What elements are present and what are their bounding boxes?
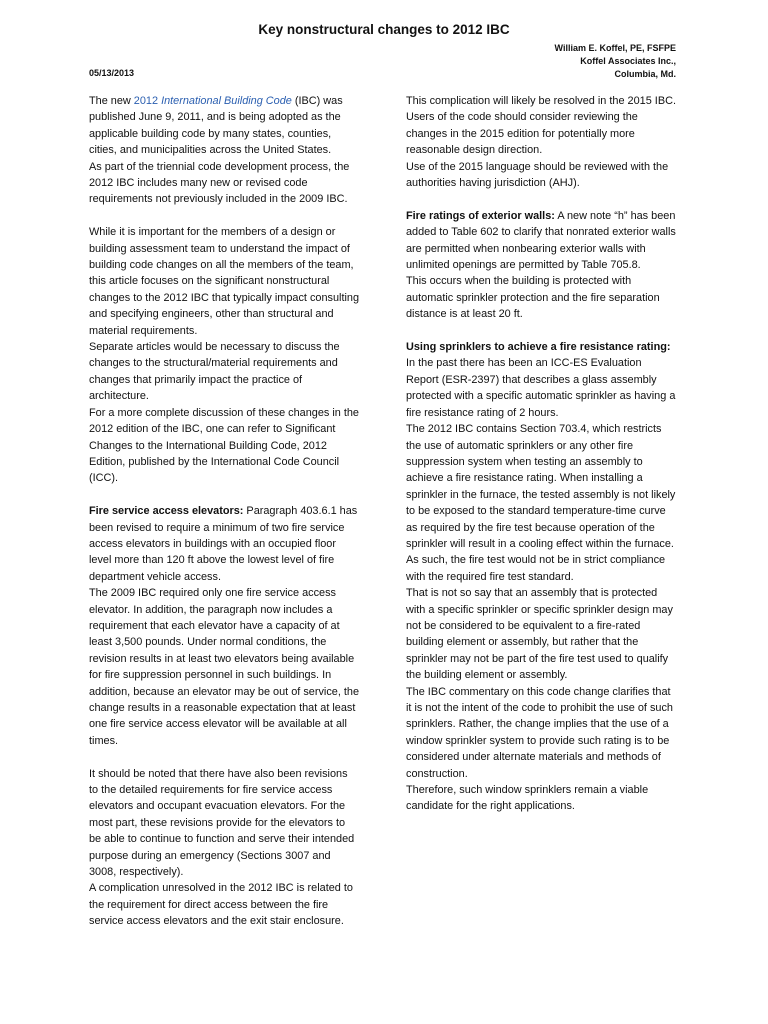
text-run: The new xyxy=(89,95,134,107)
author-name: William E. Koffel, PE, FSFPE xyxy=(554,43,676,53)
paragraph: In the past there has been an ICC-ES Evaluation Report (ESR-2397) that describes a glass assembly protected with a specific automatic sprinkler as having a fire resistance rating of 2 hours. xyxy=(406,357,676,419)
article-title: Key nonstructural changes to 2012 IBC xyxy=(258,22,510,37)
paragraph: As part of the triennial code development process, the 2012 IBC includes many new or revised code requirements not previously included in the 2009 IBC. xyxy=(89,160,350,206)
paragraph: Separate articles would be necessary to discuss the changes to the structural/material requirements and changes that primarily impact the practice of architecture. xyxy=(89,341,340,403)
link-text[interactable]: 2012 xyxy=(133,95,162,107)
paragraph: This complication will likely be resolved in the 2015 IBC. Users of the code should consider reviewing the changes in the 2015 edition for potentially more reasonable design direction. xyxy=(406,95,676,157)
paragraph: The 2012 IBC contains Section 703.4, which restricts the use of automatic sprinklers or any other fire suppression system when testing an assembly to achieve a fire resistance rating. When installing a sprinkler in the furnace, the tested assembly is not likely to be exposed to the standard temperature-time curve as required by the fire test because operation of the sprinkler will result in a cooling effect within the furnace. xyxy=(406,423,676,550)
author-company: Koffel Associates Inc., xyxy=(580,56,676,66)
link-text-italic[interactable]: International Building Code xyxy=(161,95,292,107)
paragraph: This occurs when the building is protected with automatic sprinkler protection and the fire separation distance is at least 20 ft. xyxy=(406,275,660,321)
spacer xyxy=(89,749,359,765)
spacer xyxy=(89,487,359,503)
paragraph: Therefore, such window sprinklers remain a viable candidate for the right applications. xyxy=(406,784,649,813)
section-paragraph xyxy=(406,208,676,274)
paragraph: That is not so say that an assembly that is protected with a specific sprinkler or specific sprinkler design may not be considered to be equivalent to a fire-rated building element or assembly, but rather that the sprinkler may not be part of the fire test used to qualify the building element or assembly. xyxy=(406,587,673,682)
ibc-link[interactable] xyxy=(134,95,292,107)
section-heading: Fire ratings of exterior walls: xyxy=(406,209,555,222)
section-heading: Fire service access elevators: xyxy=(89,505,244,518)
author-location: Columbia, Md. xyxy=(614,69,676,79)
text-run: (IBC) was published June 9, 2011, and is being adopted as the applicable building code by many states, counties, cities, and municipalities across the United States. xyxy=(89,95,343,157)
section-paragraph xyxy=(89,503,359,585)
text-run: Paragraph 403.6.1 has been revised to require a minimum of two fire service access elevators in buildings with an occupied floor level more than 120 ft above the lowest level of fire department vehicle access. xyxy=(89,505,358,583)
text-run: A new note “h” has been added to Table 602 to clarify that nonrated exterior walls are permitted when nonbearing exterior walls with unlimited openings are permitted by Table 705.8. xyxy=(406,209,676,272)
spacer xyxy=(89,208,359,224)
left-column xyxy=(89,93,359,930)
paragraph: A complication unresolved in the 2012 IBC is related to the requirement for direct access between the fire service access elevators and the exit stair enclosure. xyxy=(89,882,353,928)
intro-paragraph xyxy=(89,93,359,159)
paragraph: While it is important for the members of a design or building assessment team to understand the impact of building code changes on all the members of the team, this article focuses on the significant nonstructural changes to the 2012 IBC that typically impact consulting and specifying engineers, other than structural and material requirements. xyxy=(89,226,360,337)
spacer xyxy=(406,323,676,339)
paragraph: Use of the 2015 language should be reviewed with the authorities having jurisdiction (AHJ). xyxy=(406,160,669,190)
paragraph: As such, the fire test would not be in strict compliance with the required fire test standard. xyxy=(406,554,666,583)
article-date: 05/13/2013 xyxy=(89,68,135,78)
paragraph: For a more complete discussion of these changes in the 2012 edition of the IBC, one can refer to Significant Changes to the International Building Code, 2012 Edition, published by the International Code Council (ICC). xyxy=(89,406,359,485)
right-column xyxy=(406,93,676,815)
paragraph: It should be noted that there have also been revisions to the detailed requirements for fire service access elevators and occupant evacuation elevators. For the most part, these revisions provide for the elevators to be able to continue to function and serve their intended purpose during an emergency (Sections 3007 and 3008, respectively). xyxy=(89,767,355,879)
section-heading: Using sprinklers to achieve a fire resistance rating: xyxy=(406,341,671,354)
spacer xyxy=(406,191,676,207)
paragraph: The 2009 IBC required only one fire service access elevator. In addition, the paragraph now includes a requirement that each elevator have a capacity of at least 3,500 pounds. Under normal conditions, the revision results in at least two elevators being available for fire suppression personnel in such buildings. In addition, because an elevator may be out of service, the change results in a reasonable expectation that at least one fire service access elevator will be available at all times. xyxy=(89,587,360,747)
paragraph: The IBC commentary on this code change clarifies that it is not the intent of the code to prohibit the use of such sprinklers. Rather, the change implies that the use of a window sprinkler system to provide such rating is to be considered under alternate materials and methods of construction. xyxy=(406,685,673,780)
author-block xyxy=(555,42,676,81)
